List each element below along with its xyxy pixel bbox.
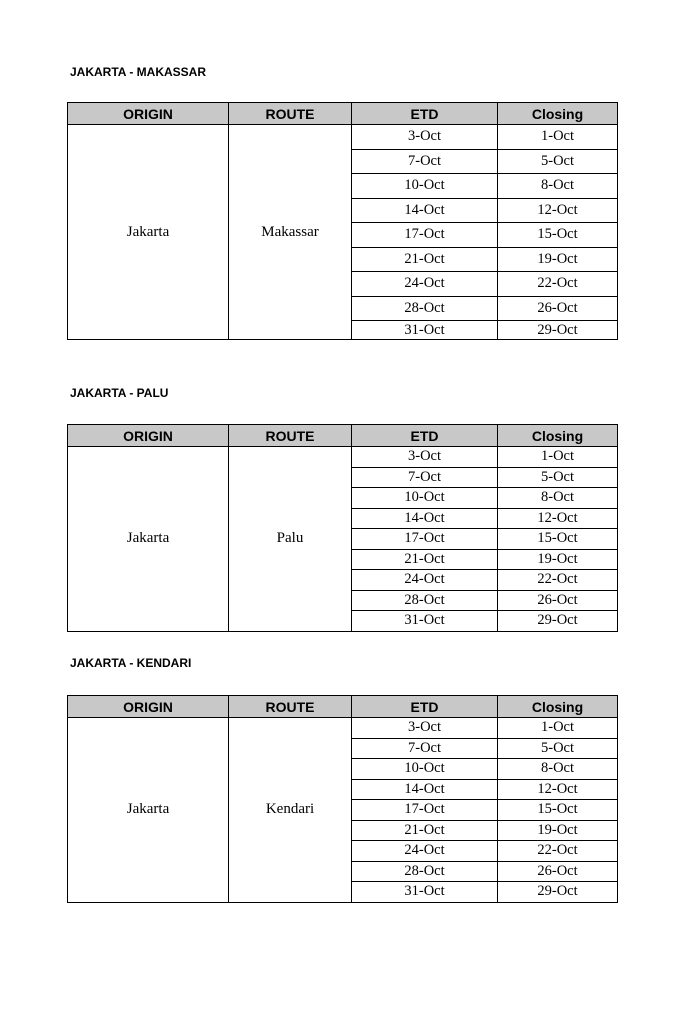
closing-header: Closing [498, 425, 618, 447]
etd-cell: 21-Oct [352, 820, 498, 841]
etd-cell: 10-Oct [352, 174, 498, 199]
etd-header: ETD [352, 103, 498, 125]
closing-cell: 26-Oct [498, 296, 618, 321]
section-title: JAKARTA - PALU [70, 386, 169, 400]
etd-cell: 21-Oct [352, 549, 498, 570]
etd-cell: 17-Oct [352, 800, 498, 821]
closing-cell: 15-Oct [498, 223, 618, 248]
closing-cell: 15-Oct [498, 800, 618, 821]
route-header: ROUTE [229, 696, 352, 718]
schedule-table [67, 424, 618, 632]
closing-cell: 26-Oct [498, 861, 618, 882]
closing-cell: 8-Oct [498, 759, 618, 780]
closing-cell: 22-Oct [498, 841, 618, 862]
etd-cell: 28-Oct [352, 296, 498, 321]
closing-cell: 12-Oct [498, 508, 618, 529]
etd-header: ETD [352, 696, 498, 718]
etd-cell: 24-Oct [352, 841, 498, 862]
closing-cell: 5-Oct [498, 467, 618, 488]
etd-cell: 31-Oct [352, 882, 498, 903]
section-title: JAKARTA - KENDARI [70, 656, 192, 670]
schedule-table [67, 102, 618, 340]
etd-cell: 7-Oct [352, 467, 498, 488]
route-cell: Makassar [229, 125, 352, 340]
header-row [68, 103, 618, 125]
closing-cell: 22-Oct [498, 570, 618, 591]
closing-cell: 12-Oct [498, 198, 618, 223]
origin-cell: Jakarta [68, 718, 229, 903]
closing-cell: 8-Oct [498, 174, 618, 199]
etd-cell: 24-Oct [352, 272, 498, 297]
closing-cell: 19-Oct [498, 820, 618, 841]
closing-cell: 29-Oct [498, 611, 618, 632]
origin-cell: Jakarta [68, 447, 229, 632]
etd-cell: 14-Oct [352, 508, 498, 529]
etd-cell: 28-Oct [352, 590, 498, 611]
table-row [68, 447, 618, 468]
origin-header: ORIGIN [68, 696, 229, 718]
closing-cell: 22-Oct [498, 272, 618, 297]
etd-header: ETD [352, 425, 498, 447]
closing-cell: 1-Oct [498, 718, 618, 739]
closing-cell: 8-Oct [498, 488, 618, 509]
etd-cell: 3-Oct [352, 125, 498, 150]
header-row [68, 696, 618, 718]
closing-cell: 5-Oct [498, 149, 618, 174]
closing-cell: 26-Oct [498, 590, 618, 611]
etd-cell: 7-Oct [352, 738, 498, 759]
closing-cell: 5-Oct [498, 738, 618, 759]
route-header: ROUTE [229, 425, 352, 447]
etd-cell: 17-Oct [352, 529, 498, 550]
etd-cell: 28-Oct [352, 861, 498, 882]
etd-cell: 31-Oct [352, 321, 498, 340]
etd-cell: 14-Oct [352, 779, 498, 800]
closing-cell: 19-Oct [498, 247, 618, 272]
origin-cell: Jakarta [68, 125, 229, 340]
etd-cell: 21-Oct [352, 247, 498, 272]
table-row [68, 718, 618, 739]
etd-cell: 10-Oct [352, 488, 498, 509]
etd-cell: 3-Oct [352, 718, 498, 739]
closing-cell: 15-Oct [498, 529, 618, 550]
closing-cell: 29-Oct [498, 321, 618, 340]
etd-cell: 7-Oct [352, 149, 498, 174]
etd-cell: 24-Oct [352, 570, 498, 591]
origin-header: ORIGIN [68, 425, 229, 447]
etd-cell: 31-Oct [352, 611, 498, 632]
etd-cell: 3-Oct [352, 447, 498, 468]
closing-cell: 1-Oct [498, 125, 618, 150]
closing-cell: 19-Oct [498, 549, 618, 570]
etd-cell: 10-Oct [352, 759, 498, 780]
section-title: JAKARTA - MAKASSAR [70, 65, 206, 79]
etd-cell: 14-Oct [352, 198, 498, 223]
route-cell: Kendari [229, 718, 352, 903]
origin-header: ORIGIN [68, 103, 229, 125]
route-cell: Palu [229, 447, 352, 632]
schedule-table [67, 695, 618, 903]
closing-cell: 29-Oct [498, 882, 618, 903]
closing-header: Closing [498, 103, 618, 125]
header-row [68, 425, 618, 447]
closing-cell: 1-Oct [498, 447, 618, 468]
etd-cell: 17-Oct [352, 223, 498, 248]
closing-header: Closing [498, 696, 618, 718]
route-header: ROUTE [229, 103, 352, 125]
closing-cell: 12-Oct [498, 779, 618, 800]
table-row [68, 125, 618, 150]
